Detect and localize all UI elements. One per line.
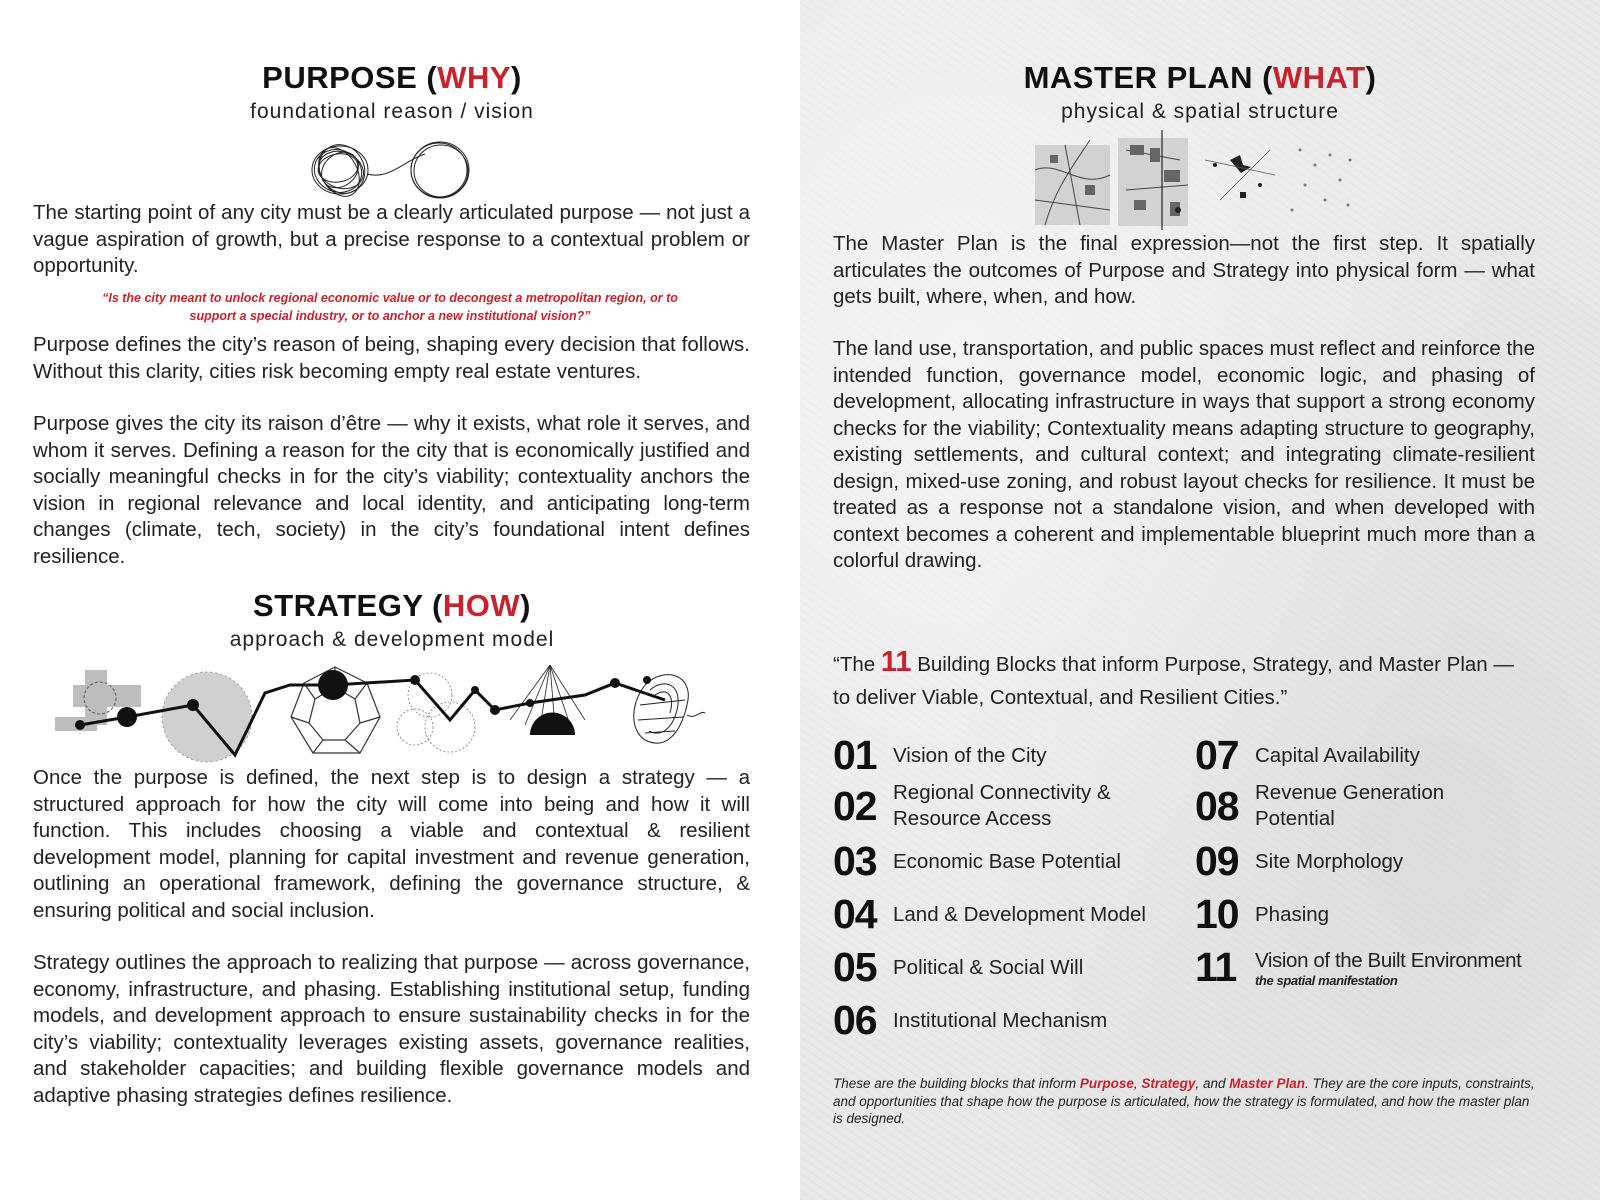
- purpose-heading: [0, 60, 784, 96]
- block-label: Economic Base Potential: [893, 849, 1121, 873]
- building-blocks-footnote: [833, 1075, 1535, 1128]
- masterplan-paragraph-1: The Master Plan is the final expression—not the first step. It spatially articulates the outcomes of Purpose and Strategy into physical form — what gets built, where, when, and how.: [833, 232, 1535, 308]
- footnote-comma: ,: [1133, 1076, 1142, 1091]
- block-label: Capital Availability: [1255, 743, 1420, 767]
- block-label: Site Morphology: [1255, 849, 1404, 873]
- block-label: Phasing: [1255, 902, 1330, 926]
- purpose-subtitle: foundational reason / vision: [250, 100, 534, 123]
- block-number: 10: [1195, 891, 1239, 937]
- building-block-04: [833, 891, 1193, 938]
- purpose-title: PURPOSE (: [262, 60, 438, 95]
- strategy-heading: [0, 588, 784, 624]
- building-block-06: [833, 997, 1183, 1044]
- building-block-01: [833, 732, 1183, 779]
- building-block-05: [833, 944, 1183, 991]
- block-number: 05: [833, 944, 877, 990]
- block-number: 07: [1195, 732, 1239, 778]
- strategy-title-end: ): [520, 588, 531, 623]
- strategy-subtitle: approach & development model: [229, 628, 555, 651]
- masterplan-heading: [800, 60, 1600, 96]
- footnote-masterplan: Master Plan: [1229, 1076, 1306, 1091]
- strategy-paragraph-1: Once the purpose is defined, the next step is to design a strategy — a structured approach for how the city will come into being and how it will function. This includes choosing a viable and contextual & resilient development model, planning for capital investment and revenue generation, outlining an operational framework, defining the governance structure, & ensuring political and social inclusion.: [33, 766, 750, 922]
- building-block-07: [1195, 732, 1545, 779]
- footnote-text-b: . They are the core inputs, constraints, and opportunities that shape how the purpose is articulated, how the strategy is formulated, and how the master plan is designed.: [833, 1076, 1535, 1126]
- footnote-text-a: These are the building blocks that inform: [833, 1076, 1080, 1091]
- block-label: Regional Connectivity & Resource Access: [893, 781, 1111, 830]
- block-label: Political & Social Will: [893, 955, 1084, 979]
- footnote-strategy: Strategy: [1141, 1076, 1196, 1091]
- block-number: 11: [1195, 944, 1237, 990]
- masterplan-title-accent: WHAT: [1272, 60, 1366, 95]
- building-block-10: [1195, 891, 1545, 938]
- building-blocks-callout: [833, 646, 1535, 714]
- callout-post: Building Blocks that inform Purpose, Strategy, and Master Plan — to deliver Viable, Contextual, and Resilient Cities.”: [833, 652, 1514, 709]
- block-label: Vision of the City: [893, 743, 1047, 767]
- building-block-03: [833, 838, 1183, 885]
- masterplan-paragraph-2: The land use, transportation, and public spaces must reflect and reinforce the intended function, governance model, economic logic, and phasing of development, allocating infrastructure in ways that support a strong economy checks for the viability; Contextuality means adapting structure to geography, existing settlements, and cultural context; and integrating climate-resilient design, mixed-use zoning, and robust layout checks for resilience. It must be treated as a response not a standalone vision, and when developed with context becomes a coherent and implementable blueprint much more than a colorful drawing.: [833, 337, 1535, 572]
- strategy-title-accent: HOW: [442, 588, 521, 623]
- purpose-paragraph-2: Purpose defines the city’s reason of being, shaping every decision that follows. Without this clarity, cities risk becoming empty real estate ventures.: [33, 333, 750, 383]
- callout-pre: “The: [833, 652, 881, 676]
- footnote-and: , and: [1195, 1076, 1230, 1091]
- purpose-paragraph-3: Purpose gives the city its raison d’être — why it exists, what role it serves, and whom it serves. Defining a reason for the city that is economically justified and socially meaningful checks in for the city’s viability; contextuality anchors the vision in regional relevance and local identity, and anticipating long-term changes (climate, tech, society) in the city’s foundational intent defines resilience.: [33, 412, 750, 568]
- strategy-title: STRATEGY (: [253, 588, 443, 623]
- building-block-02: [833, 780, 1153, 832]
- purpose-title-accent: WHY: [437, 60, 512, 95]
- block-sublabel: the spatial manifestation: [1255, 972, 1398, 988]
- tangle-to-circle-illustration: [305, 140, 475, 202]
- right-page: [800, 0, 1600, 1200]
- footnote-purpose: Purpose: [1079, 1076, 1134, 1091]
- block-number: 03: [833, 838, 877, 884]
- map-fragments-illustration: [1030, 130, 1360, 230]
- purpose-quote: “Is the city meant to unlock regional economic value or to decongest a metropolitan region, or to support a special industry, or to anchor a new institutional vision?”: [102, 291, 678, 323]
- block-label-text: Vision of the Built Environment: [1255, 948, 1522, 972]
- block-number: 06: [833, 997, 877, 1043]
- block-label: Institutional Mechanism: [893, 1008, 1108, 1032]
- strategy-paragraph-2: Strategy outlines the approach to realizing that purpose — across governance, economy, infrastructure, and phasing. Establishing institutional setup, funding models, and development approach to ensure sustainability checks in for the city’s viability; contextuality leverages existing assets, governance realities, and stakeholder capacities; and building flexible governance models and adaptive phasing strategies defines resilience.: [33, 951, 750, 1107]
- block-label: Land & Development Model: [893, 902, 1146, 926]
- block-number: 08: [1195, 782, 1239, 829]
- building-block-11: [1195, 944, 1555, 991]
- block-label: [1255, 948, 1555, 988]
- building-block-08: [1195, 780, 1475, 832]
- strategy-path-illustration: [55, 665, 715, 765]
- block-number: 01: [833, 732, 877, 778]
- block-number: 09: [1195, 838, 1239, 884]
- purpose-paragraph-1: The starting point of any city must be a clearly articulated purpose — not just a vague aspiration of growth, but a precise response to a contextual problem or opportunity.: [33, 201, 750, 277]
- masterplan-title: MASTER PLAN (: [1023, 60, 1273, 95]
- masterplan-title-end: ): [1365, 60, 1377, 95]
- masterplan-subtitle: physical & spatial structure: [1061, 100, 1339, 123]
- block-label: Revenue Generation Potential: [1255, 781, 1445, 830]
- block-number: 04: [833, 891, 877, 937]
- callout-number: 11: [880, 645, 912, 678]
- block-number: 02: [833, 782, 877, 829]
- building-block-09: [1195, 838, 1545, 885]
- purpose-title-end: ): [511, 60, 522, 95]
